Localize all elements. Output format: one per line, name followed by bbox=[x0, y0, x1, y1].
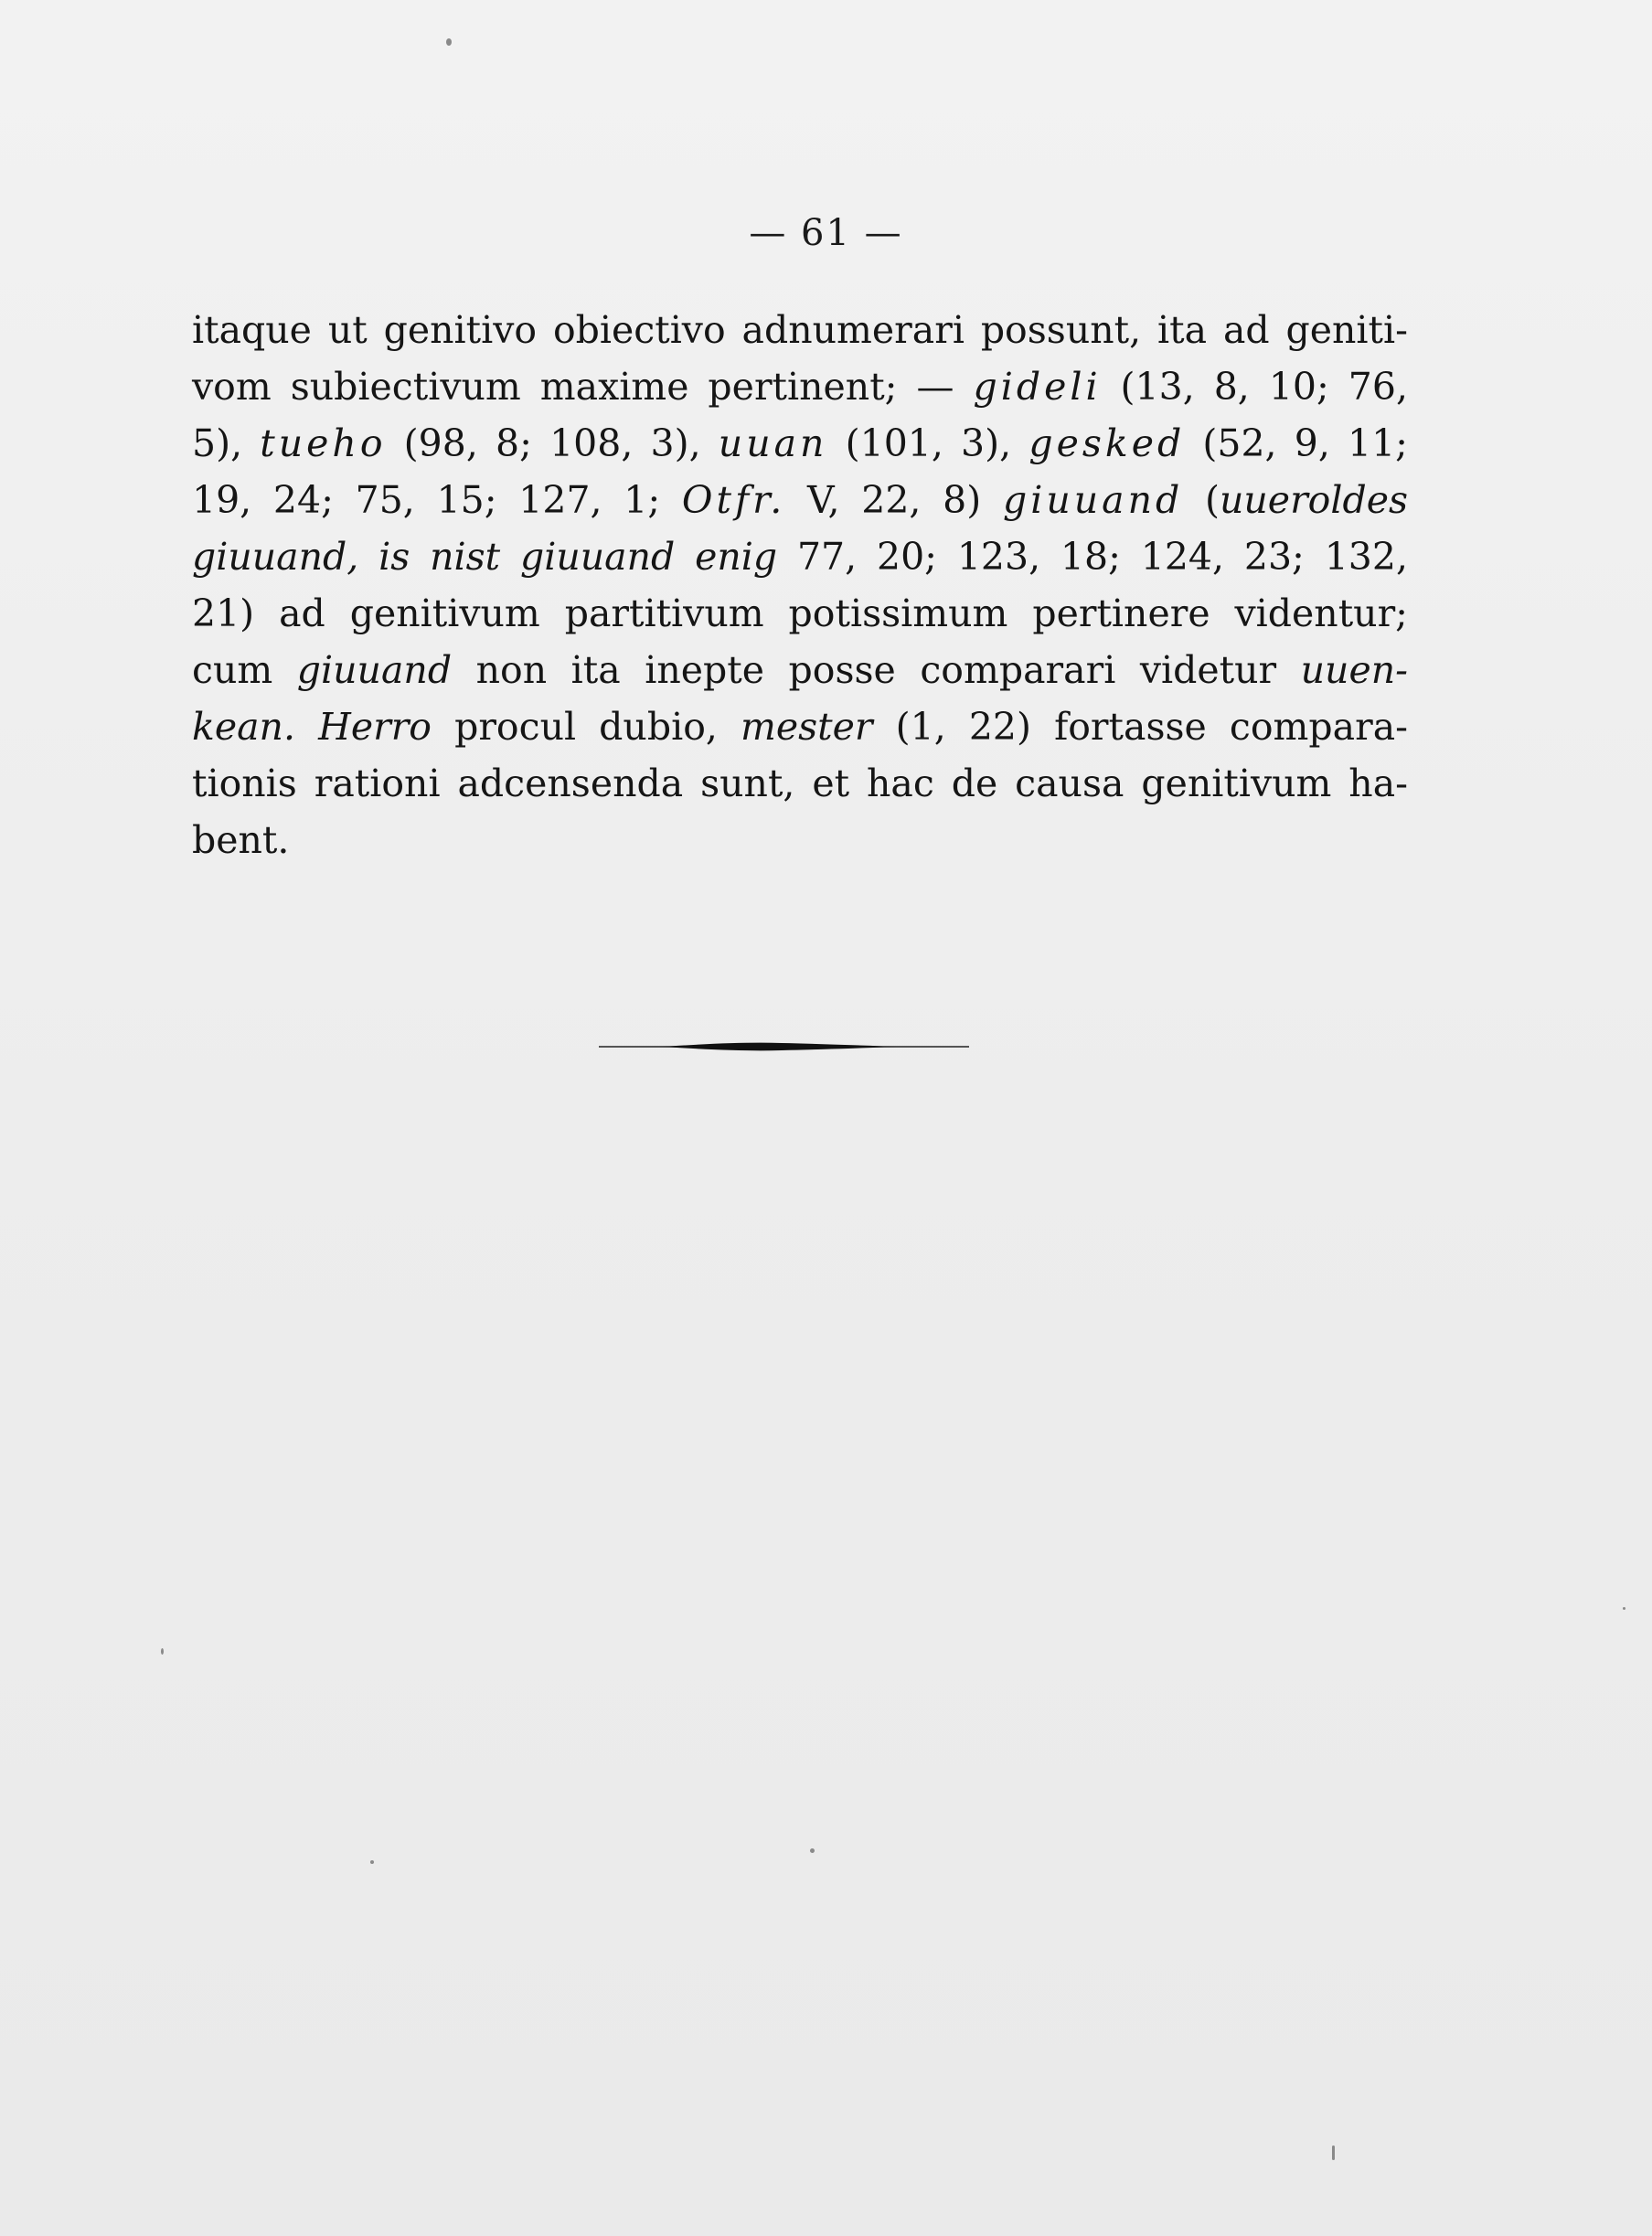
print-speck bbox=[810, 1848, 815, 1853]
text-run: non ita inepte posse comparari videtur bbox=[452, 648, 1301, 692]
text-line bbox=[192, 528, 1408, 585]
italic-term: giuuand, is nist giuuand enig bbox=[192, 535, 778, 579]
italic-term: gideli bbox=[973, 365, 1102, 409]
text-run: 5), bbox=[192, 421, 261, 465]
print-speck bbox=[1332, 2145, 1335, 2160]
text-run: (101, 3), bbox=[827, 421, 1029, 465]
italic-term: kean. bbox=[192, 705, 295, 749]
italic-term: uuan bbox=[718, 421, 828, 465]
italic-term: mester bbox=[741, 705, 873, 749]
text-run: itaque ut genitivo obiectivo adnumerari possunt, ita ad geniti- bbox=[192, 308, 1408, 352]
text-line bbox=[192, 698, 1408, 755]
text-run: vom subiectivum maxime pertinent; — bbox=[192, 365, 974, 409]
text-line bbox=[192, 472, 1408, 528]
page-number: — 61 — bbox=[749, 212, 903, 254]
text-line bbox=[192, 415, 1408, 472]
text-run: procul dubio, bbox=[432, 705, 741, 749]
text-run: ( bbox=[1183, 478, 1220, 522]
text-run: bent. bbox=[192, 818, 290, 862]
text-line bbox=[192, 585, 1408, 642]
italic-term: uuen- bbox=[1300, 648, 1408, 692]
print-speck bbox=[1623, 1607, 1625, 1610]
text-run bbox=[295, 705, 318, 749]
italic-term: giuuand bbox=[1003, 478, 1184, 522]
print-speck bbox=[370, 1860, 374, 1864]
italic-term: Otfr. bbox=[681, 478, 786, 522]
print-speck bbox=[446, 38, 452, 46]
text-line bbox=[192, 755, 1408, 812]
text-run: (98, 8; 108, 3), bbox=[386, 421, 719, 465]
text-run: V, 22, 8) bbox=[785, 478, 1003, 522]
text-run: (13, 8, 10; 76, bbox=[1101, 365, 1408, 409]
text-run: 77, 20; 123, 18; 124, 23; 132, bbox=[777, 535, 1408, 579]
italic-term: tueho bbox=[260, 421, 387, 465]
text-line bbox=[192, 358, 1408, 415]
text-line bbox=[192, 302, 1408, 358]
italic-term: giuuand bbox=[296, 648, 453, 692]
text-run: 21) ad genitivum partitivum potissimum pertinere videntur; bbox=[192, 591, 1408, 635]
ornamental-rule bbox=[599, 1038, 969, 1055]
text-line bbox=[192, 812, 1408, 868]
italic-term: Herro bbox=[318, 705, 432, 749]
text-run: (1, 22) fortasse compara- bbox=[872, 705, 1408, 749]
text-run: (52, 9, 11; bbox=[1185, 421, 1408, 465]
italic-term: uueroldes bbox=[1220, 478, 1409, 522]
text-run: tionis rationi adcensenda sunt, et hac de causa genitivum ha- bbox=[192, 761, 1408, 805]
italic-term: gesked bbox=[1029, 421, 1186, 465]
text-line bbox=[192, 642, 1408, 698]
body-text bbox=[192, 302, 1408, 868]
print-speck bbox=[161, 1648, 164, 1655]
text-run: cum bbox=[192, 648, 297, 692]
text-run: 19, 24; 75, 15; 127, 1; bbox=[192, 478, 682, 522]
